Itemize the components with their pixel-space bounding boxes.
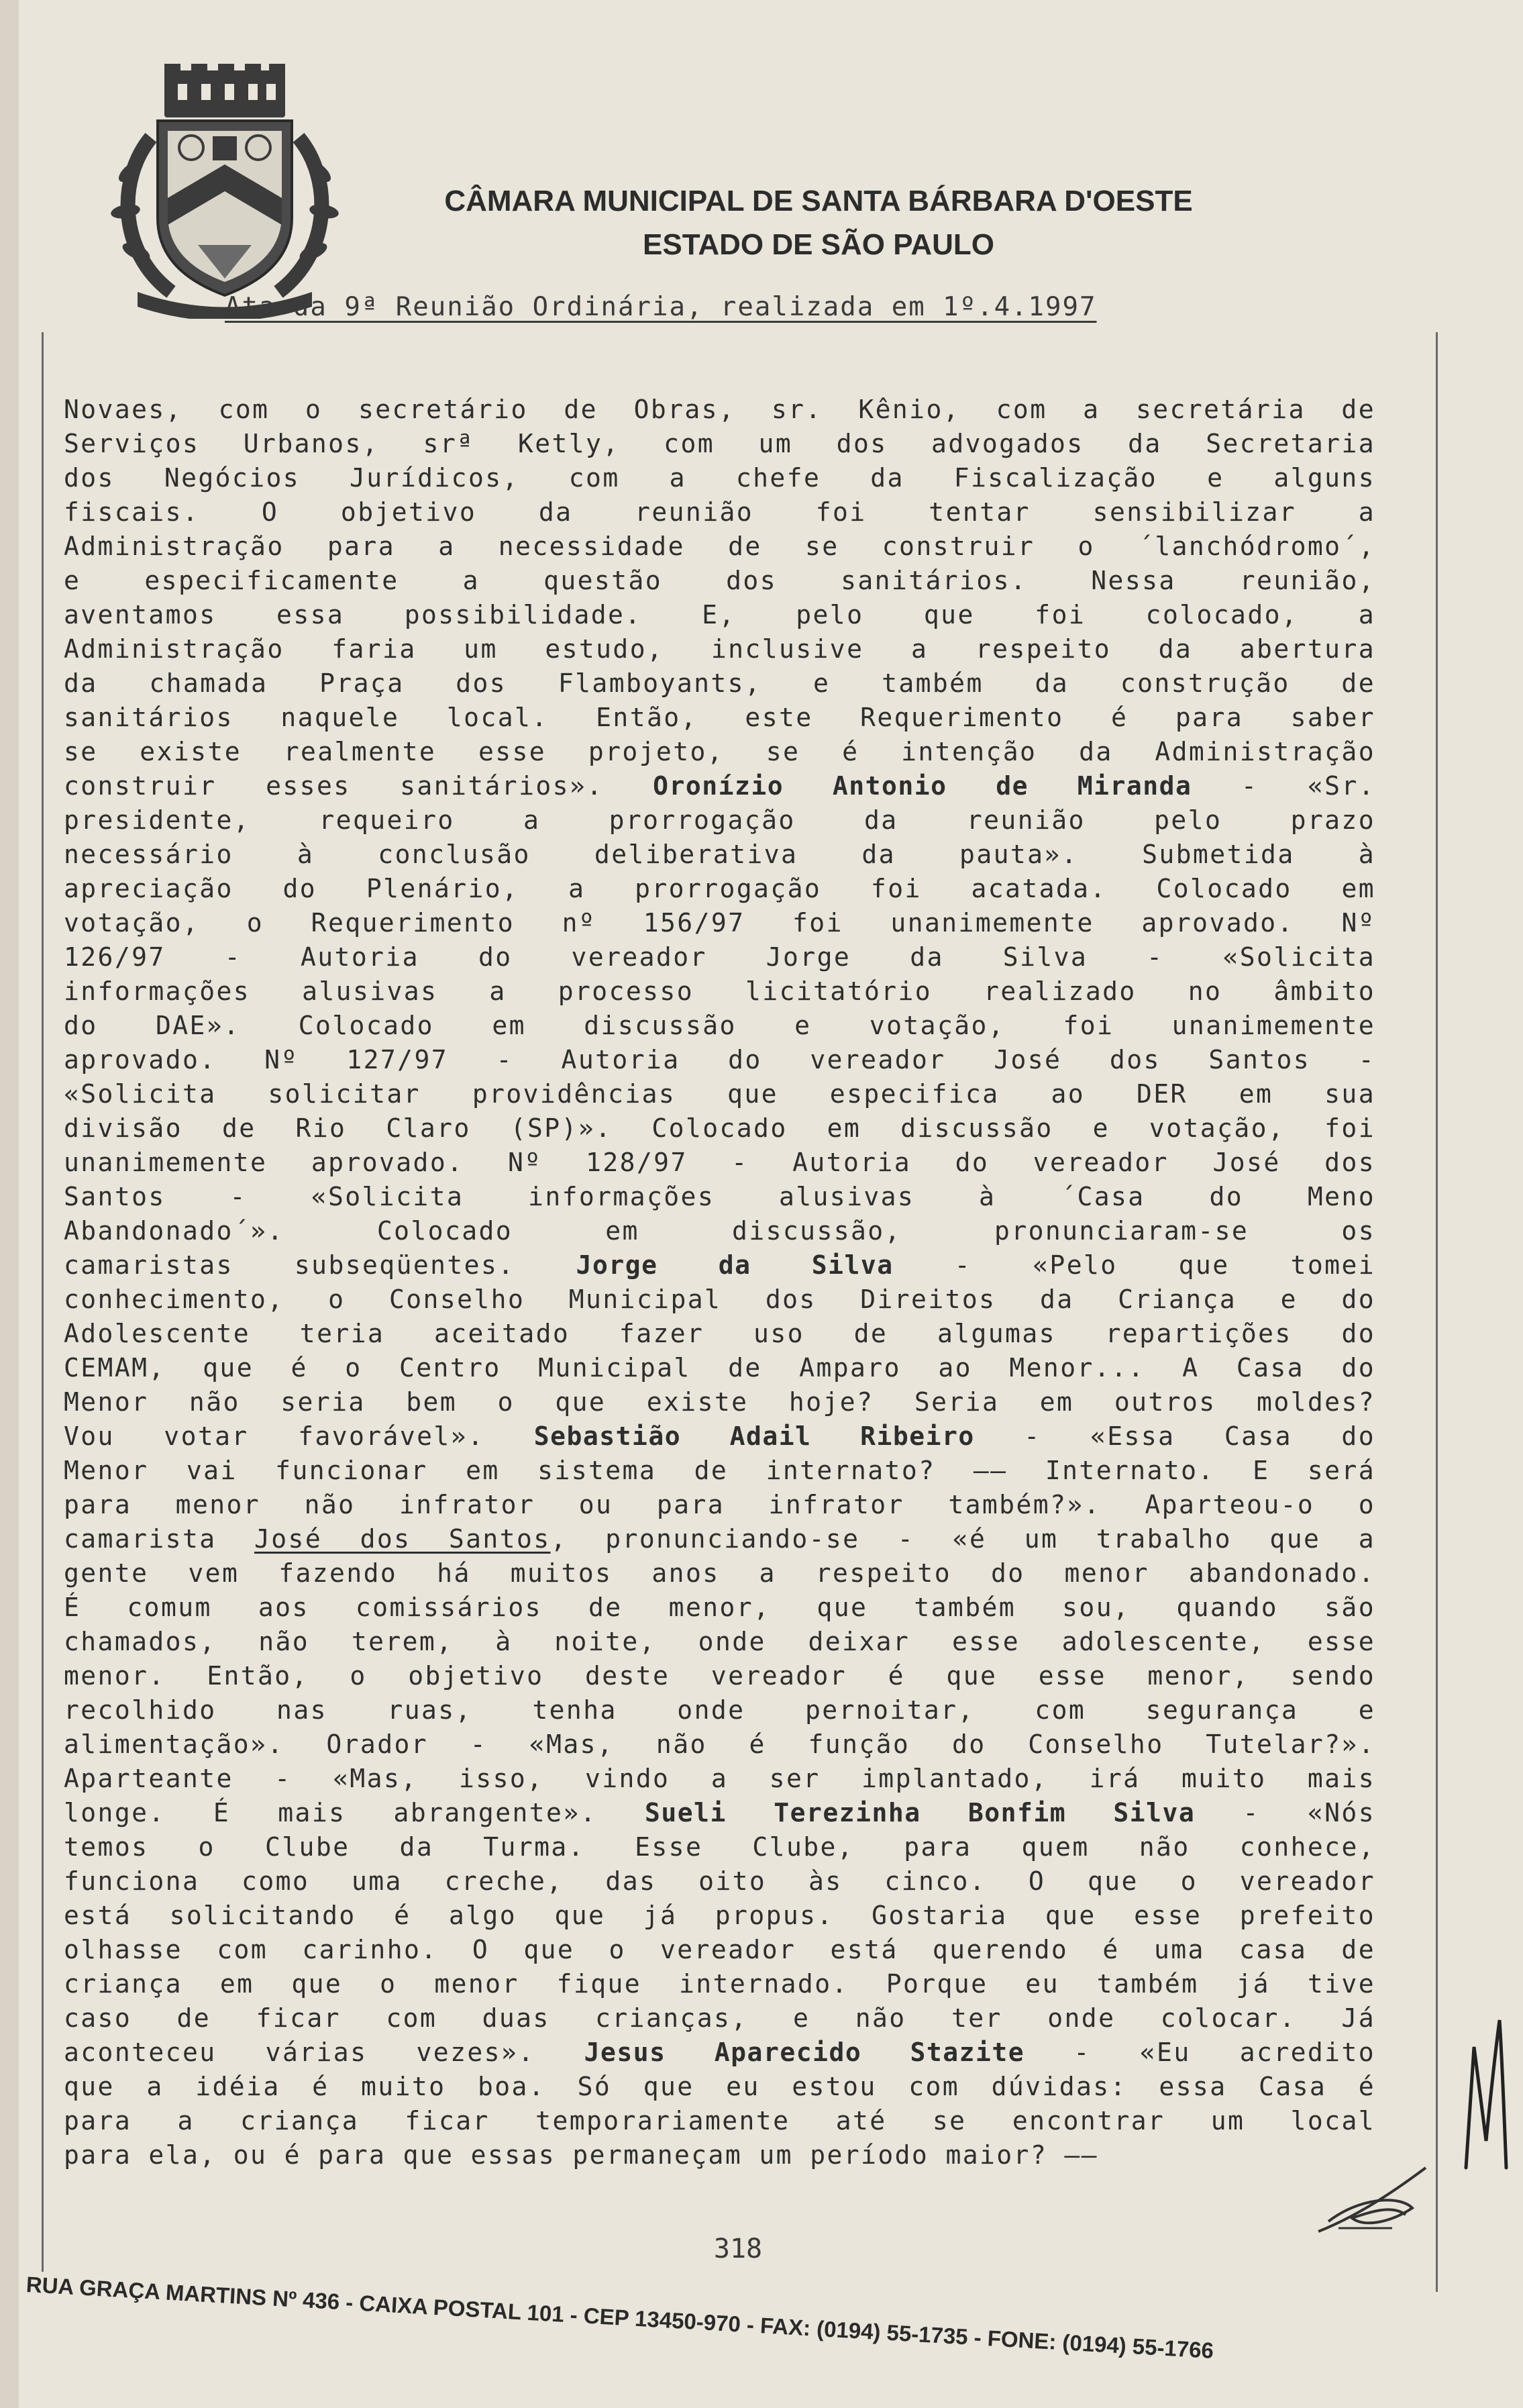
- text-line: [64, 1625, 1375, 1659]
- text-segment: votação, o Requerimento nº 156/97 foi unanimemente aprovado. Nº: [64, 908, 1375, 938]
- text-line: [64, 1419, 1375, 1454]
- handwritten-signature-icon: [1459, 2007, 1513, 2181]
- text-segment: temos o Clube da Turma. Esse Clube, para quem não conhece,: [64, 1832, 1375, 1862]
- municipal-coat-of-arms-icon: [111, 64, 339, 319]
- text-line: [64, 701, 1375, 735]
- text-line: [64, 735, 1375, 769]
- text-segment: aventamos essa possibilidade. E, pelo que foi colocado, a: [64, 600, 1375, 630]
- text-segment: Abandonado´». Colocado em discussão, pronunciaram-se os: [64, 1216, 1375, 1246]
- text-line: [64, 2070, 1375, 2104]
- text-line: [64, 803, 1375, 838]
- text-line: [64, 1762, 1375, 1796]
- text-segment: divisão de Rio Claro (SP)». Colocado em discussão e votação, foi: [64, 1113, 1375, 1143]
- text-segment: recolhido nas ruas, tenha onde pernoitar, com segurança e: [64, 1695, 1375, 1725]
- text-segment: - «Nós: [1195, 1798, 1375, 1827]
- text-segment: , pronunciando-se - «é um trabalho que a: [550, 1524, 1376, 1554]
- text-segment: dos Negócios Jurídicos, com a chefe da Fiscalização e alguns: [64, 463, 1375, 493]
- text-line: [64, 1933, 1375, 1967]
- text-segment: Santos - «Solicita informações alusivas à ´Casa do Meno: [64, 1182, 1375, 1211]
- text-line: [64, 1693, 1375, 1727]
- text-segment: informações alusivas a processo licitatório realizado no âmbito: [64, 976, 1375, 1006]
- text-segment: da chamada Praça dos Flamboyants, e também da construção de: [64, 668, 1375, 698]
- text-segment: camaristas subseqüentes.: [64, 1250, 576, 1280]
- text-line: [64, 1385, 1375, 1419]
- text-segment: para ela, ou é para que essas permaneçam um período maior? ——: [64, 2140, 1098, 2170]
- text-segment: Novaes, com o secretário de Obras, sr. Kênio, com a secretária de: [64, 395, 1375, 424]
- text-line: [64, 1659, 1375, 1693]
- speaker-name: Jesus Aparecido Stazite: [584, 2038, 1025, 2067]
- text-segment: - «Eu acredito: [1025, 2038, 1375, 2067]
- text-segment: está solicitando é algo que já propus. Gostaria que esse prefeito: [64, 1901, 1375, 1930]
- text-segment: Menor vai funcionar em sistema de internato? —— Internato. E será: [64, 1456, 1375, 1485]
- text-segment: caso de ficar com duas crianças, e não ter onde colocar. Já: [64, 2003, 1375, 2033]
- text-line: [64, 2138, 1375, 2172]
- text-line: [64, 1009, 1375, 1043]
- speaker-name-underlined: José dos Santos: [254, 1524, 551, 1554]
- text-line: [64, 1830, 1375, 1864]
- text-segment: fiscais. O objetivo da reunião foi tentar sensibilizar a: [64, 497, 1375, 527]
- text-segment: É comum aos comissários de menor, que também sou, quando são: [64, 1593, 1375, 1622]
- text-line: [64, 769, 1375, 803]
- right-margin-rule: [1436, 332, 1438, 2292]
- text-line: [64, 1556, 1375, 1591]
- text-line: [64, 1111, 1375, 1146]
- speaker-name: Oronízio Antonio de Miranda: [653, 771, 1192, 801]
- text-segment: se existe realmente esse projeto, se é intenção da Administração: [64, 737, 1375, 766]
- text-segment: Aparteante - «Mas, isso, vindo a ser implantado, irá muito mais: [64, 1764, 1375, 1793]
- text-line: [64, 1283, 1375, 1317]
- footer-address: RUA GRAÇA MARTINS Nº 436 - CAIXA POSTAL 101 - CEP 13450-970 - FAX: (0194) 55-1735 - FONE: (0194) 55-1766: [25, 2272, 1214, 2363]
- text-segment: Administração para a necessidade de se construir o ´lanchódromo´,: [64, 532, 1375, 561]
- text-line: [64, 1146, 1375, 1180]
- speaker-name: Sueli Terezinha Bonfim Silva: [645, 1798, 1196, 1827]
- text-segment: longe. É mais abrangente».: [64, 1798, 645, 1827]
- text-line: [64, 598, 1375, 632]
- text-segment: apreciação do Plenário, a prorrogação foi acatada. Colocado em: [64, 874, 1375, 903]
- text-line: [64, 1043, 1375, 1077]
- page-edge: [0, 0, 19, 2408]
- text-line: [64, 1488, 1375, 1522]
- text-line: [64, 1454, 1375, 1488]
- text-segment: Menor não seria bem o que existe hoje? Seria em outros moldes?: [64, 1387, 1375, 1417]
- text-line: [64, 1522, 1375, 1556]
- text-line: [64, 2001, 1375, 2036]
- text-line: [64, 940, 1375, 974]
- text-segment: Serviços Urbanos, srª Ketly, com um dos advogados da Secretaria: [64, 429, 1375, 458]
- text-line: [64, 974, 1375, 1009]
- text-line: [64, 461, 1375, 495]
- text-segment: - «Pelo que tomei: [893, 1250, 1375, 1280]
- text-segment: presidente, requeiro a prorrogação da reunião pelo prazo: [64, 805, 1375, 835]
- text-segment: e especificamente a questão dos sanitários. Nessa reunião,: [64, 566, 1375, 595]
- text-line: [64, 2104, 1375, 2138]
- text-segment: unanimemente aprovado. Nº 128/97 - Autoria do vereador José dos: [64, 1148, 1375, 1177]
- text-line: [64, 1967, 1375, 2001]
- text-line: [64, 530, 1375, 564]
- text-segment: Vou votar favorável».: [64, 1421, 534, 1451]
- text-segment: - «Sr.: [1192, 771, 1375, 801]
- chamber-name: CÂMARA MUNICIPAL DE SANTA BÁRBARA D'OESTE: [444, 185, 1193, 217]
- text-line: [64, 632, 1375, 666]
- text-segment: funciona como uma creche, das oito às cinco. O que o vereador: [64, 1866, 1375, 1896]
- text-line: [64, 427, 1375, 461]
- text-segment: gente vem fazendo há muitos anos a respeito do menor abandonado.: [64, 1558, 1375, 1588]
- text-line: [64, 1180, 1375, 1214]
- text-segment: 126/97 - Autoria do vereador Jorge da Silva - «Solicita: [64, 942, 1375, 972]
- text-segment: do DAE». Colocado em discussão e votação, foi unanimemente: [64, 1011, 1375, 1040]
- text-segment: Adolescente teria aceitado fazer uso de algumas repartições do: [64, 1319, 1375, 1348]
- text-line: [64, 838, 1375, 872]
- text-segment: sanitários naquele local. Então, este Requerimento é para saber: [64, 703, 1375, 732]
- text-segment: para menor não infrator ou para infrator também?». Aparteou-o o: [64, 1490, 1375, 1519]
- text-segment: que a idéia é muito boa. Só que eu estou com dúvidas: essa Casa é: [64, 2072, 1375, 2101]
- text-segment: camarista: [64, 1524, 254, 1554]
- text-line: [64, 2036, 1375, 2070]
- text-line: [64, 1864, 1375, 1899]
- text-segment: «Solicita solicitar providências que especifica ao DER em sua: [64, 1079, 1375, 1109]
- text-segment: criança em que o menor fique internado. Porque eu também já tive: [64, 1969, 1375, 1999]
- text-segment: aconteceu várias vezes».: [64, 2038, 584, 2067]
- text-segment: CEMAM, que é o Centro Municipal de Amparo ao Menor... A Casa do: [64, 1353, 1375, 1383]
- minutes-body: [64, 393, 1375, 2172]
- text-segment: para a criança ficar temporariamente até se encontrar um local: [64, 2106, 1375, 2136]
- text-line: [64, 1077, 1375, 1111]
- text-segment: construir esses sanitários».: [64, 771, 653, 801]
- text-line: [64, 1248, 1375, 1283]
- text-line: [64, 1214, 1375, 1248]
- text-segment: - «Essa Casa do: [974, 1421, 1375, 1451]
- text-line: [64, 1796, 1375, 1830]
- text-segment: chamados, não terem, à noite, onde deixar esse adolescente, esse: [64, 1627, 1375, 1656]
- text-line: [64, 1351, 1375, 1385]
- text-line: [64, 1727, 1375, 1762]
- text-line: [64, 1317, 1375, 1351]
- state-name: ESTADO DE SÃO PAULO: [643, 228, 994, 261]
- text-line: [64, 1899, 1375, 1933]
- text-segment: aprovado. Nº 127/97 - Autoria do vereador José dos Santos -: [64, 1045, 1375, 1074]
- minutes-title: Ata da 9ª Reunião Ordinária, realizada em 1º.4.1997: [225, 292, 1097, 322]
- text-segment: conhecimento, o Conselho Municipal dos Direitos da Criança e do: [64, 1285, 1375, 1314]
- text-line: [64, 564, 1375, 598]
- text-line: [64, 393, 1375, 427]
- text-segment: olhasse com carinho. O que o vereador está querendo é uma casa de: [64, 1935, 1375, 1964]
- text-line: [64, 906, 1375, 940]
- text-line: [64, 1591, 1375, 1625]
- text-segment: menor. Então, o objetivo deste vereador é que esse menor, sendo: [64, 1661, 1375, 1691]
- text-line: [64, 666, 1375, 701]
- text-segment: alimentação». Orador - «Mas, não é função do Conselho Tutelar?».: [64, 1729, 1375, 1759]
- text-line: [64, 495, 1375, 530]
- page-number: 318: [713, 2234, 763, 2264]
- speaker-name: Jorge da Silva: [576, 1250, 894, 1280]
- speaker-name: Sebastião Adail Ribeiro: [533, 1421, 975, 1451]
- left-margin-rule: [42, 332, 44, 2272]
- text-line: [64, 872, 1375, 906]
- text-segment: Administração faria um estudo, inclusive a respeito da abertura: [64, 634, 1375, 664]
- handwritten-rubric-icon: [1312, 2158, 1432, 2245]
- text-segment: necessário à conclusão deliberativa da pauta». Submetida à: [64, 840, 1375, 869]
